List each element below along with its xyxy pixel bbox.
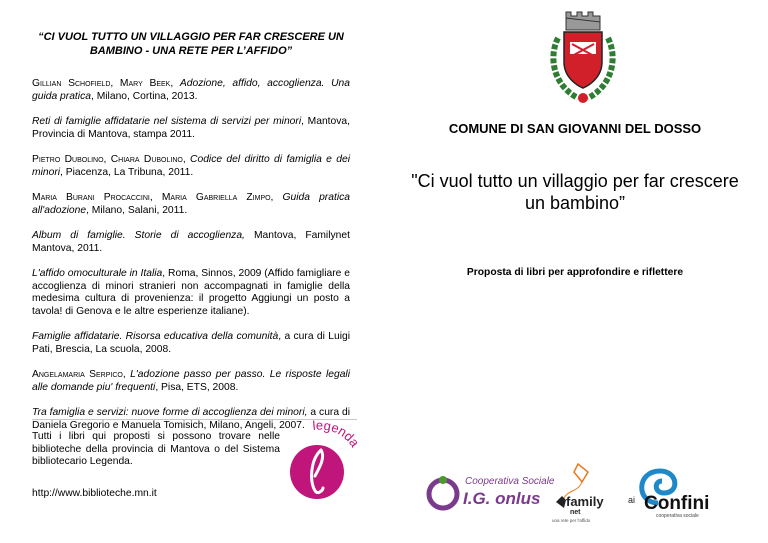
coop-line2: I.G. onlus	[463, 489, 541, 508]
coat-of-arms	[548, 8, 618, 106]
entry-publication: a cura di Daniela Gregorio e Manuela Tomisich, Milano, Angeli, 2007.	[32, 407, 350, 431]
bibliography-column	[32, 30, 350, 445]
bibliography-entry	[32, 331, 350, 356]
family-text: family	[566, 494, 604, 509]
entry-authors: Pietro Dubolino, Chiara Dubolino,	[32, 154, 186, 165]
bibliography-entry	[32, 78, 350, 103]
confini-name: Confini	[644, 493, 710, 514]
subtitle: Proposta di libri per approfondire e riflettere	[466, 267, 684, 278]
entry-publication: , a cura di Luigi Pati, Brescia, La scuola, 2008.	[32, 331, 350, 355]
entry-title: Codice del diritto di famiglia e dei minori	[32, 154, 350, 178]
entry-authors: Angelamaria Serpico,	[32, 369, 126, 380]
library-link[interactable]: http://www.biblioteche.mn.it	[32, 488, 157, 499]
entry-title: Album di famiglie. Storie di accoglienza,	[32, 230, 245, 241]
bibliography-list	[32, 78, 350, 432]
entry-publication: , Milano, Cortina, 2013.	[90, 90, 198, 102]
entry-title: Famiglie affidatarie. Risorsa educativa della comunità	[32, 331, 279, 342]
bibliography-entry	[32, 230, 350, 255]
ribbon-icon	[578, 93, 588, 103]
entry-publication: , Milano, Salani, 2011.	[86, 204, 188, 216]
entry-publication: , Pisa, ETS, 2008.	[155, 381, 239, 393]
coop-figure-icon	[429, 480, 457, 508]
bibliography-entry	[32, 268, 350, 318]
shield-icon	[564, 32, 602, 88]
entry-publication: , Roma, Sinnos, 2009 (Affido famigliare e accoglienza di minori stranieri non accompagnati in famiglie della medesima cultura di provenienza: il progetto Aggiungi un posto a tavola! di Genova e le altre esperienze italiane).	[32, 268, 350, 317]
entry-title: Adozione, affido, accoglienza. Una guida pratica	[32, 78, 350, 102]
legenda-text: legenda	[311, 418, 363, 450]
familynet-logo	[548, 458, 618, 524]
kite-icon	[574, 464, 588, 482]
bibliography-entry	[32, 192, 350, 217]
legenda-logo	[285, 418, 365, 504]
entry-title: L'adozione passo per passo. Le risposte legali alle domande piu' frequenti	[32, 369, 350, 393]
entry-publication: , Mantova, Provincia di Mantova, stampa 2011.	[32, 116, 350, 140]
entry-authors: Maria Burani Procaccini, Maria Gabriella Zimpo,	[32, 192, 274, 203]
confini-logo	[626, 463, 736, 521]
entry-title: Reti di famiglie affidatarie nel sistema di servizi per minori	[32, 116, 302, 127]
entry-publication: Mantova, Familynet Mantova, 2011.	[32, 230, 350, 254]
availability-note: Tutti i libri qui proposti si possono trovare nelle biblioteche della provincia di Mantova o del Sistema bibliotecario Legenda.	[32, 431, 280, 467]
bibliography-entry	[32, 154, 350, 179]
confini-prefix: ai	[628, 495, 636, 505]
entry-authors: Gillian Schofield, Mary Beek,	[32, 78, 174, 89]
main-title: "Ci vuol tutto un villaggio per far crescere un bambino”	[411, 171, 739, 213]
coop-ig-logo	[425, 470, 555, 512]
municipality-name: COMUNE DI SAN GIOVANNI DEL DOSSO	[448, 121, 702, 136]
bibliography-entry	[32, 116, 350, 141]
confini-tagline: cooperativa sociale	[656, 513, 699, 519]
bibliography-entry	[32, 369, 350, 394]
leaflet-title: “CI VUOL TUTTO UN VILLAGGIO PER FAR CRESCERE UN BAMBINO - UNA RETE PER L’AFFIDO”	[38, 31, 344, 57]
entry-publication: , Piacenza, La Tribuna, 2011.	[60, 166, 194, 178]
family-tagline: una rete per l'affido	[552, 518, 591, 523]
coop-line1: Cooperativa Sociale	[465, 476, 555, 487]
entry-title: Tra famiglia e servizi: nuove forme di accoglienza dei minori,	[32, 407, 308, 418]
family-net-text: net	[570, 509, 581, 516]
entry-title: L'affido omoculturale in Italia	[32, 268, 163, 279]
entry-title: Guida pratica all'adozione	[32, 192, 350, 216]
